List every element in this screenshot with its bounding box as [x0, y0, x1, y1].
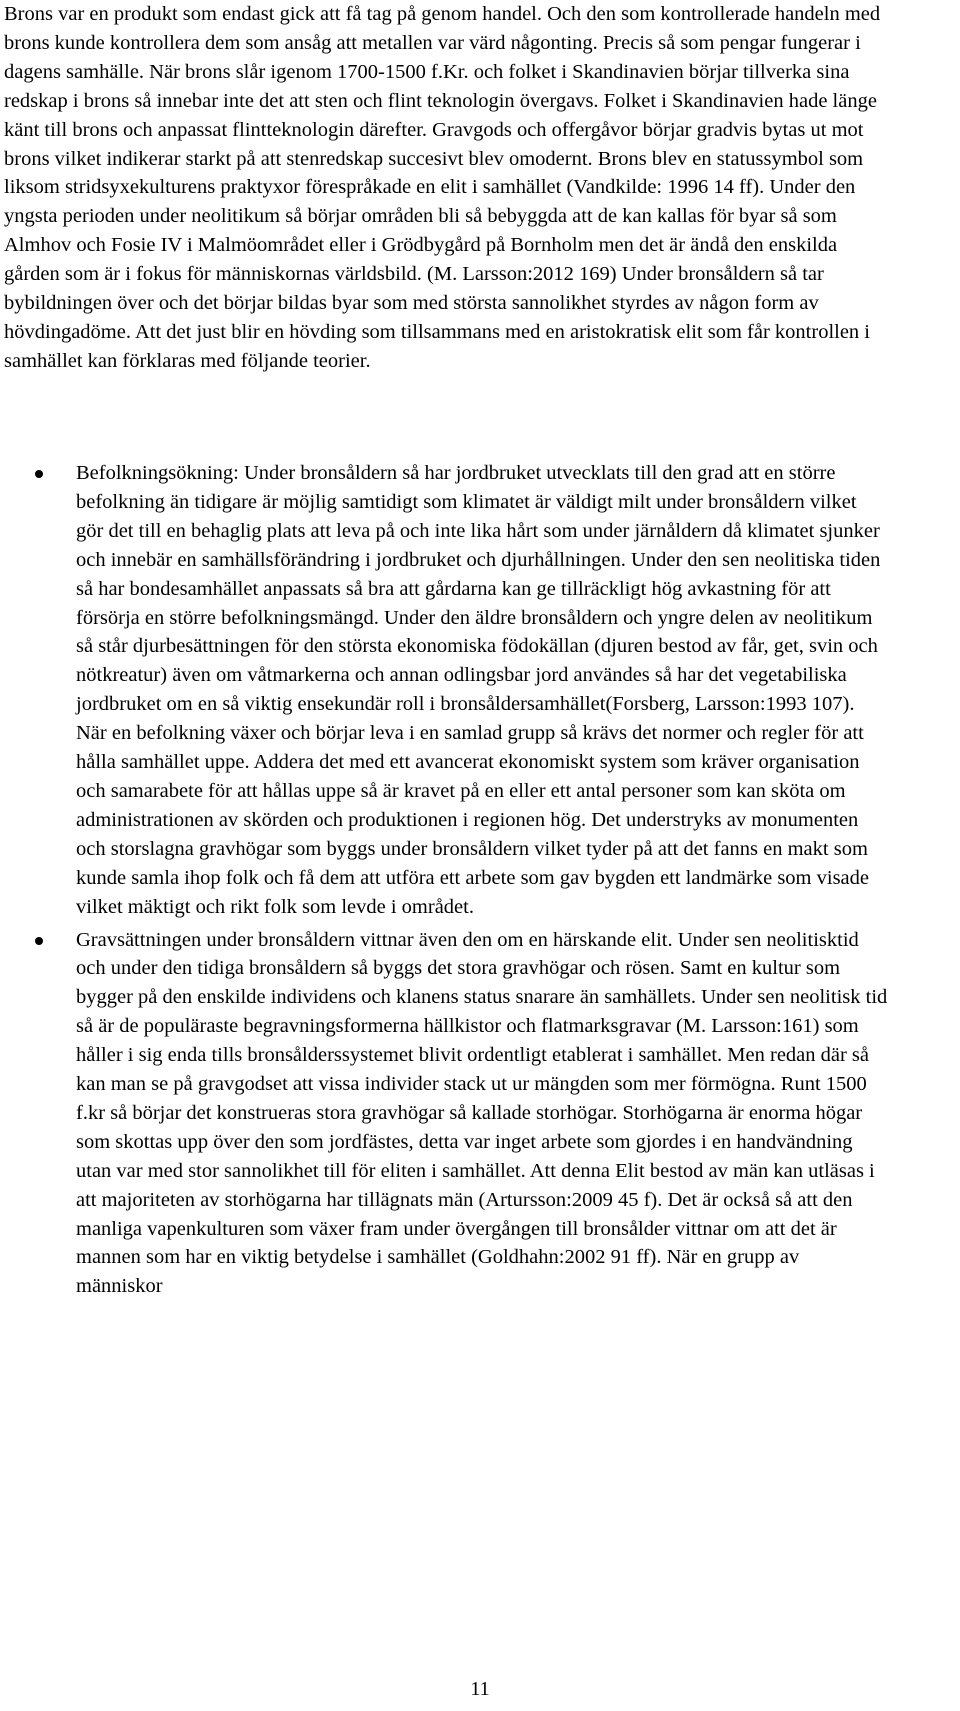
bullet-icon [35, 937, 43, 945]
bullet-icon [35, 470, 43, 478]
intro-paragraph: Brons var en produkt som endast gick att få tag på genom handel. Och den som kontrollerade handeln med brons kunde kontrollera dem som ansåg att metallen var värd någonting. Precis så som pengar fungerar i dagens samhälle. När brons slår igenom 1700-1500 f.Kr. och folket i Skandinavien börjar tillverka sina redskap i brons så innebar inte det att sten och flint teknologin övergavs. Folket i Skandinavien hade länge känt till brons och anpassat flintteknologin därefter. Gravgods och offergåvor börjar gradvis bytas ut mot brons vilket indikerar starkt på att stenredskap succesivt blev omodernt. Brons blev en statussymbol som liksom stridsyxekulturens praktyxor förespråkade en elit i samhället (Vandkilde: 1996 14 ff). Under den yngsta perioden under neolitikum så börjar områden bli så bebyggda att de kan kallas för byar så som Almhov och Fosie IV i Malmöområdet eller i Grödbygård på Bornholm men det är ändå den enskilda gården som är i fokus för människornas världsbild. (M. Larsson:2012 169) Under bronsåldern så tar bybildningen över och det börjar bildas byar som med största sannolikhet styrdes av någon form av hövdingadöme. Att det just blir en hövding som tillsammans med en aristokratisk elit som får kontrollen i samhället kan förklaras med följande teorier. [4, 3, 881, 372]
list-item [0, 926, 888, 1302]
list-item [0, 459, 888, 922]
page-number: 11 [470, 1678, 490, 1700]
bullet-text-population-growth: Befolkningsökning: Under bronsåldern så har jordbruket utvecklats till den grad att en större befolkning än tidigare är möjlig samtidigt som klimatet är väldigt milt under bronsåldern vilket gör det till en behaglig plats att leva på och inte lika hårt som under järnåldern då klimatet sjunker och innebär en samhällsförändring i jordbruket och djurhållningen. Under den sen neolitiska tiden så har bondesamhället anpassats så bra att gårdarna kan ge tillräckligt hög avkastning för att försörja en större befolkningsmängd. Under den äldre bronsåldern och yngre delen av neolitikum så står djurbesättningen för den största ekonomiska födokällan (djuren bestod av får, get, svin och nötkreatur) även om våtmarkerna och annan odlingsbar jord användes så har det vegetabiliska jordbruket om en så viktig ensekundär roll i bronsåldersamhället(Forsberg, Larsson:1993 107). När en befolkning växer och börjar leva i en samlad grupp så krävs det normer och regler för att hålla samhället uppe. Addera det med ett avancerat ekonomiskt system som kräver organisation och samarabete för att hållas uppe så är kravet på en eller ett antal personer som kan sköta om administrationen av skörden och produktionen i regionen hög. Det understryks av monumenten och storslagna gravhögar som byggs under bronsåldern vilket tyder på att det fanns en makt som kunde samla ihop folk och få dem att utföra ett arbete som gav bygden ett landmärke som visade vilket mäktigt och rikt folk som levde i området. [76, 462, 881, 918]
bullet-list [0, 459, 920, 1301]
bullet-text-burial-practices: Gravsättningen under bronsåldern vittnar även den om en härskande elit. Under sen neolitisktid och under den tidiga bronsåldern så byggs det stora gravhögar och rösen. Samt en kultur som bygger på den enskilde individens och klanens status snarare än samhällets. Under sen neolitisk tid så är de populäraste begravningsformerna hällkistor och flatmarksgravar (M. Larsson:161) som håller i sig enda tills bronsålderssystemet blivit ordentligt etablerat i samhället. Men redan där så kan man se på gravgodset att vissa individer stack ut ur mängden som mer förmögna. Runt 1500 f.kr så börjar det konstrueras stora gravhögar så kallade storhögar. Storhögarna är enorma högar som skottas upp över den som jordfästes, detta var inget arbete som gjordes i en handvändning utan var med stor sannolikhet till för eliten i samhället. Att denna Elit bestod av män kan utläsas i att majoriteten av storhögarna har tillägnats män (Artursson:2009 45 f). Det är också så att den manliga vapenkulturen som växer fram under övergången till bronsålder vittnar om att det är mannen som har en viktig betydelse i samhället (Goldhahn:2002 91 ff). När en grupp av människor [76, 928, 888, 1298]
